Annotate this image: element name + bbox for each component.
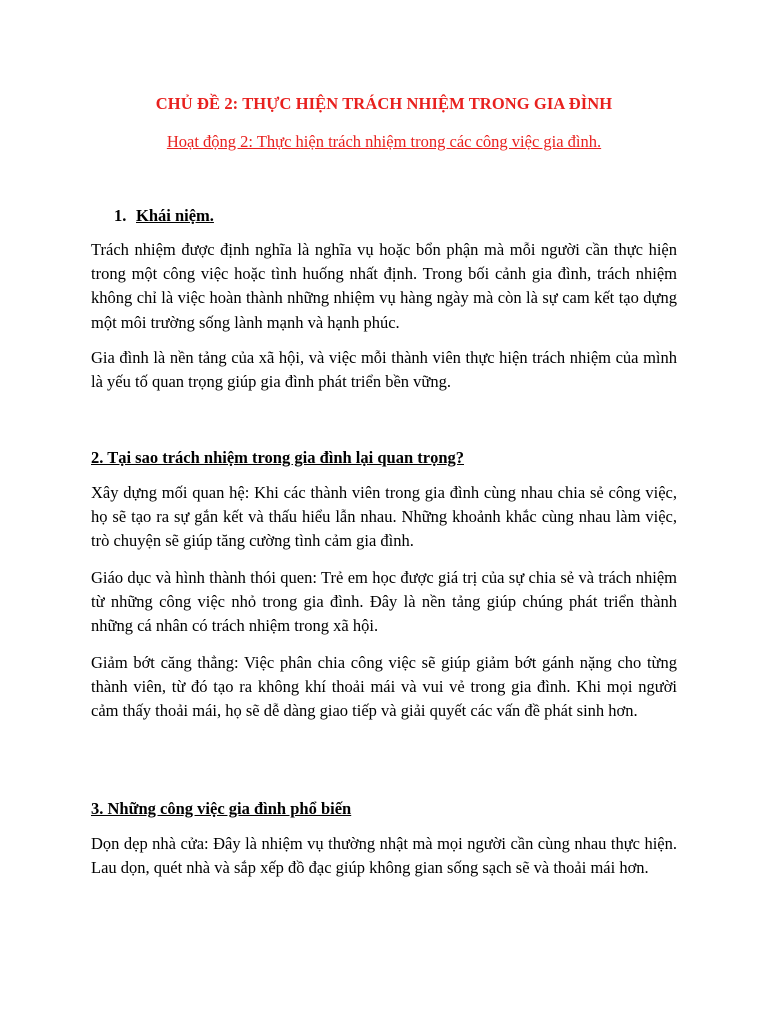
section-1-heading [114,206,214,226]
section-2-paragraph: Giảm bớt căng thẳng: Việc phân chia công việc sẽ giúp giảm bớt gánh nặng cho từng thành viên, từ đó tạo ra không khí thoải mái và vui vẻ trong gia đình. Khi mọi người cảm thấy thoải mái, họ sẽ dễ dàng giao tiếp và giải quyết các vấn đề phát sinh hơn. [91,653,677,721]
section-3-paragraph: Dọn dẹp nhà cửa: Đây là nhiệm vụ thường nhật mà mọi người cần cùng nhau thực hiện. Lau dọn, quét nhà và sắp xếp đồ đạc giúp không gian sống sạch sẽ và thoải mái hơn. [91,834,677,878]
section-3-heading: 3. Những công việc gia đình phổ biến [91,799,352,818]
document-subtitle: Hoạt động 2: Thực hiện trách nhiệm trong các công việc gia đình. [166,132,602,151]
section-1-number: 1. [114,206,127,225]
document-title: CHỦ ĐỀ 2: THỰC HIỆN TRÁCH NHIỆM TRONG GIA ĐÌNH [155,94,613,113]
section-2-heading: 2. Tại sao trách nhiệm trong gia đình lại quan trọng? [91,448,464,467]
section-2-paragraph: Xây dựng mối quan hệ: Khi các thành viên trong gia đình cùng nhau chia sẻ công việc, họ sẽ tạo ra sự gắn kết và thấu hiểu lẫn nhau. Những khoảnh khắc cùng nhau làm việc, trò chuyện sẽ giúp tăng cường tình cảm gia đình. [91,483,677,551]
section-1-paragraph: Trách nhiệm được định nghĩa là nghĩa vụ hoặc bổn phận mà mỗi người cần thực hiện trong một công việc hoặc tình huống nhất định. Trong bối cảnh gia đình, trách nhiệm không chỉ là việc hoàn thành những nhiệm vụ hàng ngày mà còn là sự cam kết tạo dựng một môi trường sống lành mạnh và hạnh phúc. [91,240,677,332]
section-2-paragraph: Giáo dục và hình thành thói quen: Trẻ em học được giá trị của sự chia sẻ và trách nhiệm từ những công việc nhỏ trong gia đình. Đây là nền tảng giúp chúng phát triển thành những cá nhân có trách nhiệm trong xã hội. [91,568,677,636]
section-1-paragraph: Gia đình là nền tảng của xã hội, và việc mỗi thành viên thực hiện trách nhiệm của mình là yếu tố quan trọng giúp gia đình phát triển bền vững. [91,348,677,392]
section-1-title: Khái niệm. [136,206,214,225]
